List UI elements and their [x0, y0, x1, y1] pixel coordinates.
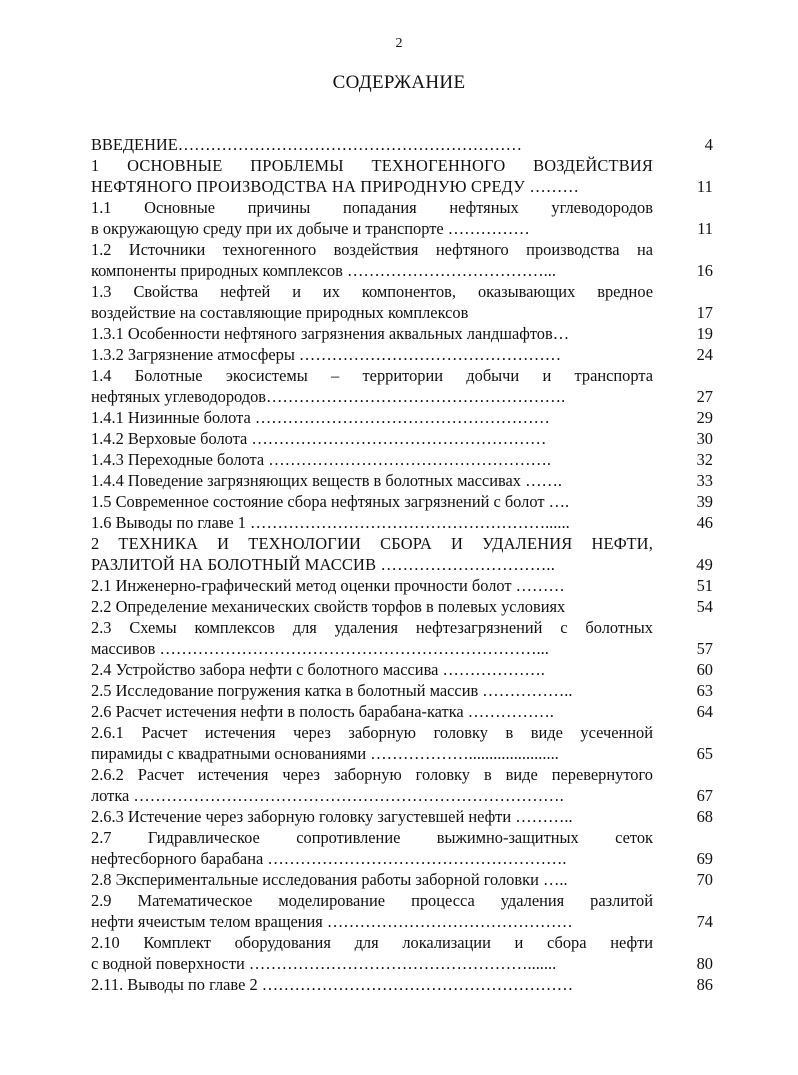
toc-entry-line [91, 890, 713, 911]
toc-entry-text: лотка ……………………………………………………………………. [91, 786, 564, 805]
toc-entry-text: 1.3.2 Загрязнение атмосферы ………………………………………… [91, 345, 562, 364]
toc-entry-line [91, 596, 713, 617]
toc-entry-line [91, 722, 713, 743]
toc-entry-text: 1.3.1 Особенности нефтяного загрязнения аквальных ландшафтов… [91, 324, 570, 343]
toc-entry-line [91, 155, 713, 176]
toc-entry [91, 890, 713, 932]
toc-entry [91, 533, 713, 575]
toc-entry-text: 2.6 Расчет истечения нефти в полость барабана-катка ……………. [91, 702, 554, 721]
toc-entry [91, 281, 713, 323]
toc-entry-line [91, 512, 713, 533]
toc-entry-page: 46 [696, 513, 713, 532]
toc-entry-text: 1.2 Источники техногенного воздействия нефтяного производства на [91, 240, 653, 259]
toc-entry [91, 764, 713, 806]
toc-entry-page: 67 [696, 786, 713, 805]
toc-entry-text: 2.8 Экспериментальные исследования работы заборной головки ….. [91, 870, 568, 889]
toc-entry [91, 155, 713, 197]
toc-entry-line [91, 974, 713, 995]
toc-entry-page: 11 [697, 219, 713, 238]
toc-entry-line [91, 533, 713, 554]
toc-entry-line [91, 302, 713, 323]
toc-entry-page: 30 [696, 429, 713, 448]
toc-entry-line [91, 281, 713, 302]
toc-entry [91, 491, 713, 512]
toc-entry-line [91, 743, 713, 764]
toc-entry [91, 512, 713, 533]
toc-entry-page: 4 [704, 135, 713, 154]
toc-entry-line [91, 449, 713, 470]
toc-entry-line [91, 386, 713, 407]
toc-entry-line [91, 617, 713, 638]
toc-entry-page: 74 [696, 912, 713, 931]
toc-entry-page: 60 [696, 660, 713, 679]
toc-entry-text: 1.3 Свойства нефтей и их компонентов, оказывающих вредное [91, 282, 653, 301]
toc-entry-text: нефтесборного барабана ………………………………………………. [91, 849, 567, 868]
toc-entry-line [91, 344, 713, 365]
toc-entry-page: 54 [696, 597, 713, 616]
toc-entry-text: ВВЕДЕНИЕ……………………………………………………… [91, 135, 522, 154]
toc-entry-text: 1.6 Выводы по главе 1 ………………………………………………...... [91, 513, 570, 532]
toc-entry [91, 470, 713, 491]
toc-entry-line [91, 260, 713, 281]
toc-entry-page: 33 [696, 471, 713, 490]
toc-entry-line [91, 365, 713, 386]
toc-entry [91, 197, 713, 239]
toc-entry-text: массивов ……………………………………………………………... [91, 639, 549, 658]
toc-entry-page: 69 [696, 849, 713, 868]
toc-entry-line [91, 911, 713, 932]
toc-entry-page: 64 [696, 702, 713, 721]
toc-entry-line [91, 932, 713, 953]
toc-entry [91, 659, 713, 680]
toc-entry [91, 827, 713, 869]
toc-entry-line [91, 659, 713, 680]
toc-entry-text: воздействие на составляющие природных комплексов [91, 303, 469, 322]
toc-entry-page: 19 [696, 324, 713, 343]
toc-entry [91, 680, 713, 701]
toc-entry [91, 365, 713, 407]
toc-entry-line [91, 680, 713, 701]
toc-entry-text: 2.5 Исследование погружения катка в болотный массив …………….. [91, 681, 573, 700]
toc-entry-page: 63 [696, 681, 713, 700]
toc-entry-page: 86 [696, 975, 713, 994]
toc-entry-text: 2.6.2 Расчет истечения через заборную головку в виде перевернутого [91, 765, 653, 784]
toc-entry-page: 51 [696, 576, 713, 595]
toc-entry-page: 32 [696, 450, 713, 469]
page-number: 2 [395, 36, 403, 51]
toc-entry-page: 17 [696, 303, 713, 322]
toc-entry-text: 2.6.3 Истечение через заборную головку загустевшей нефти ……….. [91, 807, 573, 826]
toc-entry-text: 2 ТЕХНИКА И ТЕХНОЛОГИИ СБОРА И УДАЛЕНИЯ НЕФТИ, [91, 534, 653, 553]
toc-entry-text: в окружающую среду при их добыче и транспорте …………… [91, 219, 530, 238]
toc-entry [91, 134, 713, 155]
toc-entry-text: РАЗЛИТОЙ НА БОЛОТНЫЙ МАССИВ ………………………….. [91, 555, 556, 574]
toc-entry-page: 65 [696, 744, 713, 763]
toc-entry-text: 1 ОСНОВНЫЕ ПРОБЛЕМЫ ТЕХНОГЕННОГО ВОЗДЕЙСТВИЯ [91, 156, 653, 175]
toc-entry-text: 1.5 Современное состояние сбора нефтяных загрязнений с болот …. [91, 492, 570, 511]
toc-entry-text: 1.4.1 Низинные болота ……………………………………………… [91, 408, 550, 427]
toc-entry-line [91, 491, 713, 512]
toc-entry-text: нефтяных углеводородов………………………………………………. [91, 387, 566, 406]
toc-entry-text: нефти ячеистым телом вращения ……………………………………… [91, 912, 573, 931]
toc-entry [91, 617, 713, 659]
toc-entry [91, 344, 713, 365]
toc-entry-line [91, 134, 713, 155]
toc-entry-page: 24 [696, 345, 713, 364]
toc-entry [91, 806, 713, 827]
toc-entry-text: 2.10 Комплект оборудования для локализации и сбора нефти [91, 933, 653, 952]
toc-entry-page: 39 [696, 492, 713, 511]
toc-entry [91, 323, 713, 344]
toc-entry [91, 428, 713, 449]
toc-entry-line [91, 869, 713, 890]
toc-entry [91, 932, 713, 974]
toc-entry-page: 68 [696, 807, 713, 826]
toc-entry-page: 11 [696, 177, 713, 196]
toc-entry-line [91, 701, 713, 722]
toc-entry-text: 2.2 Определение механических свойств торфов в полевых условиях [91, 597, 566, 616]
toc-entry-line [91, 218, 713, 239]
toc-entry-text: 1.4.2 Верховые болота ……………………………………………… [91, 429, 547, 448]
toc-entry-line [91, 428, 713, 449]
toc-entry-page: 80 [696, 954, 713, 973]
toc-entry-page: 27 [696, 387, 713, 406]
toc-entry-page: 16 [696, 261, 713, 280]
toc-entry-text: 2.4 Устройство забора нефти с болотного массива ………………. [91, 660, 545, 679]
toc-entry-line [91, 953, 713, 974]
toc-entry-line [91, 848, 713, 869]
toc-entry [91, 596, 713, 617]
toc-entry-line [91, 764, 713, 785]
toc-entry [91, 575, 713, 596]
toc-entry-line [91, 197, 713, 218]
toc-entry-text: 1.4.3 Переходные болота ……………………………………………. [91, 450, 551, 469]
toc-entry [91, 974, 713, 995]
toc-entry [91, 407, 713, 428]
toc-entry-page: 49 [696, 555, 713, 574]
toc-entry-line [91, 827, 713, 848]
toc-entry-line [91, 638, 713, 659]
toc-entry [91, 701, 713, 722]
toc-entry-line [91, 323, 713, 344]
toc-entry-page: 70 [696, 870, 713, 889]
toc-entry-line [91, 407, 713, 428]
toc-entry-line [91, 785, 713, 806]
toc-entry-line [91, 239, 713, 260]
toc-entry [91, 239, 713, 281]
toc-entry-text: 2.3 Схемы комплексов для удаления нефтезагрязнений с болотных [91, 618, 653, 637]
toc-entry-line [91, 575, 713, 596]
toc-entry [91, 449, 713, 470]
toc-entry [91, 722, 713, 764]
toc-entry-text: 2.11. Выводы по главе 2 ………………………………………………… [91, 975, 574, 994]
toc-entry-text: 1.4.4 Поведение загрязняющих веществ в болотных массивах ……. [91, 471, 562, 490]
toc-entry-text: 2.6.1 Расчет истечения через заборную головку в виде усеченной [91, 723, 653, 742]
toc-entry-text: компоненты природных комплексов ………………………………... [91, 261, 556, 280]
toc-entry-line [91, 176, 713, 197]
toc-entry-text: 2.1 Инженерно-графический метод оценки прочности болот ……… [91, 576, 565, 595]
page-title: СОДЕРЖАНИЕ [332, 72, 466, 93]
table-of-contents [91, 134, 713, 995]
toc-entry-line [91, 554, 713, 575]
toc-entry-text: НЕФТЯНОГО ПРОИЗВОДСТВА НА ПРИРОДНУЮ СРЕДУ ……… [91, 177, 580, 196]
toc-entry-line [91, 470, 713, 491]
toc-entry-text: 2.7 Гидравлическое сопротивление выжимно-защитных сеток [91, 828, 653, 847]
toc-entry-text: 1.4 Болотные экосистемы – территории добычи и транспорта [91, 366, 653, 385]
toc-entry-text: пирамиды с квадратными основаниями ………………...................... [91, 744, 559, 763]
toc-entry-page: 57 [696, 639, 713, 658]
toc-entry-text: с водной поверхности ……………………………………………....... [91, 954, 557, 973]
toc-entry-text: 1.1 Основные причины попадания нефтяных углеводородов [91, 198, 653, 217]
toc-entry-page: 29 [696, 408, 713, 427]
toc-entry [91, 869, 713, 890]
toc-entry-line [91, 806, 713, 827]
toc-entry-text: 2.9 Математическое моделирование процесса удаления разлитой [91, 891, 653, 910]
